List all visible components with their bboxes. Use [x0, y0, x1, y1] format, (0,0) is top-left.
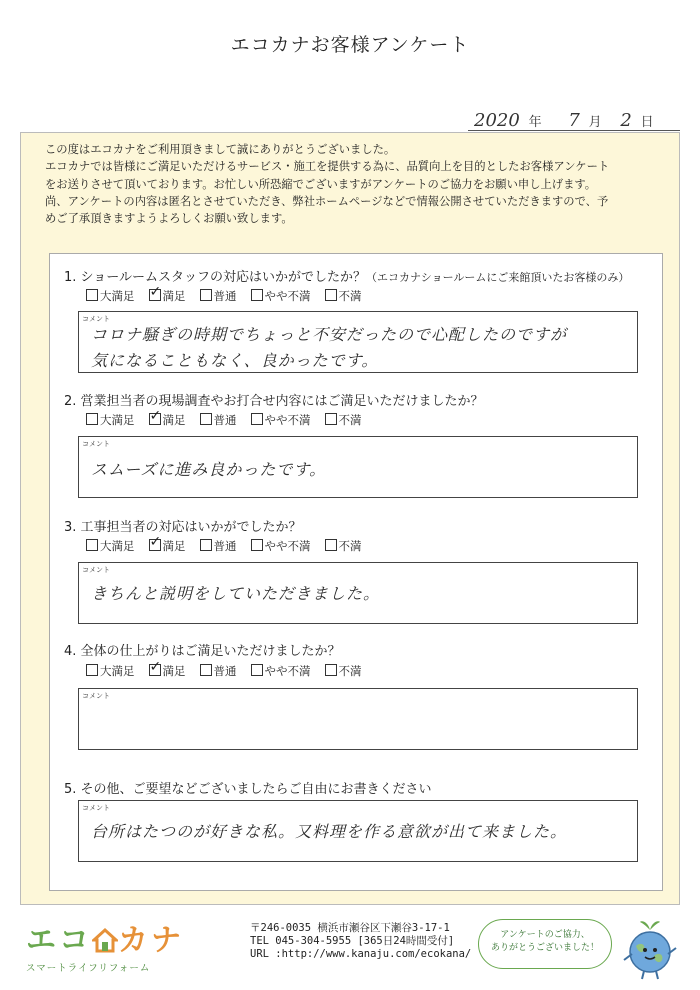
- date-month-unit: 月: [588, 115, 602, 130]
- question-title-text: 3. 工事担当者の対応はいかがでしたか？: [64, 520, 302, 535]
- rating-option-label: 大満足: [100, 413, 135, 427]
- rating-option-label: 満足: [162, 664, 186, 678]
- intro-line: この度はエコカナをご利用頂きまして誠にありがとうございました。: [45, 143, 396, 156]
- comment-box[interactable]: [78, 311, 638, 373]
- checkbox[interactable]: [200, 413, 212, 425]
- rating-option-label: 大満足: [100, 289, 135, 303]
- rating-option-label: 不満: [338, 413, 362, 427]
- survey-panel: [20, 132, 680, 905]
- handwritten-comment: きちんと説明をしていただきました。: [91, 584, 381, 603]
- rating-option[interactable]: [149, 663, 186, 679]
- earth-mascot-icon: [618, 916, 682, 982]
- rating-option-label: 不満: [338, 289, 362, 303]
- contact-tel: TEL 045-304-5955 [365日24時間受付]: [250, 935, 455, 947]
- checkbox[interactable]: [325, 289, 337, 301]
- rating-choices: [86, 412, 376, 428]
- intro-text: [45, 141, 665, 227]
- question-subtitle: （エコカナショールームにご来館頂いたお客様のみ）: [366, 271, 630, 284]
- comment-label: コメント: [82, 440, 110, 448]
- date-year: 2020: [474, 110, 520, 131]
- handwritten-comment: スムーズに進み良かったです。: [91, 460, 327, 479]
- comment-label: コメント: [82, 804, 110, 812]
- comment-label: コメント: [82, 566, 110, 574]
- contact-info: [250, 922, 471, 961]
- bubble-line: ありがとうございました！: [490, 943, 599, 953]
- date-month: 7: [568, 110, 580, 131]
- rating-option[interactable]: [200, 288, 237, 304]
- thanks-bubble: [478, 919, 612, 969]
- rating-option[interactable]: [200, 412, 237, 428]
- rating-option[interactable]: [200, 538, 237, 554]
- contact-url[interactable]: URL :http://www.kanaju.com/ecokana/: [250, 948, 472, 960]
- date-day: 2: [620, 110, 632, 131]
- rating-option[interactable]: [325, 288, 362, 304]
- date-underline: [468, 130, 680, 131]
- rating-option[interactable]: [251, 412, 311, 428]
- rating-option[interactable]: [86, 538, 135, 554]
- survey-form: [49, 253, 663, 891]
- bubble-line: アンケートのご協力、: [500, 930, 590, 940]
- handwritten-comment: コロナ騒ぎの時期でちょっと不安だったので心配したのですが: [91, 325, 568, 344]
- rating-choices: [86, 288, 376, 304]
- checkbox[interactable]: [86, 664, 98, 676]
- checkbox[interactable]: [149, 664, 161, 676]
- rating-option-label: 大満足: [100, 664, 135, 678]
- checkbox[interactable]: [86, 289, 98, 301]
- rating-option-label: やや不満: [264, 664, 311, 678]
- rating-option-label: やや不満: [264, 413, 311, 427]
- rating-option-label: やや不満: [264, 289, 311, 303]
- intro-line: 尚、アンケートの内容は匿名とさせていただき、弊社ホームページなどで情報公開させていただきますので、予: [45, 194, 609, 208]
- rating-option-label: 大満足: [100, 539, 135, 553]
- house-icon: [92, 923, 118, 958]
- rating-option-label: 普通: [213, 413, 237, 427]
- rating-option[interactable]: [149, 412, 186, 428]
- rating-choices: [86, 663, 376, 679]
- question-title: [64, 516, 302, 535]
- comment-label: コメント: [82, 315, 110, 323]
- logo-subtitle: スマートライフリフォーム: [26, 963, 151, 974]
- rating-option[interactable]: [86, 412, 135, 428]
- checkbox[interactable]: [86, 413, 98, 425]
- question-title-text: 2. 営業担当者の現場調査やお打合せ内容にはご満足いただけましたか？: [64, 394, 484, 409]
- rating-option[interactable]: [251, 288, 311, 304]
- rating-option-label: 不満: [338, 664, 362, 678]
- rating-option[interactable]: [325, 412, 362, 428]
- rating-option-label: やや不満: [264, 539, 311, 553]
- checkbox[interactable]: [251, 539, 263, 551]
- comment-box[interactable]: [78, 562, 638, 624]
- checkbox[interactable]: [251, 289, 263, 301]
- rating-option-label: 普通: [213, 664, 237, 678]
- handwritten-comment: 気になることもなく、良かったです。: [91, 351, 379, 370]
- comment-box[interactable]: [78, 688, 638, 750]
- rating-option-label: 満足: [162, 539, 186, 553]
- page-title: エコカナお客様アンケート: [230, 34, 470, 56]
- comment-box[interactable]: [78, 436, 638, 498]
- rating-option[interactable]: [200, 663, 237, 679]
- question-title-text: 4. 全体の仕上がりはご満足いただけましたか？: [64, 644, 341, 659]
- question-title: [64, 778, 432, 797]
- rating-option[interactable]: [251, 663, 311, 679]
- checkbox[interactable]: [325, 539, 337, 551]
- rating-option[interactable]: [86, 663, 135, 679]
- rating-option[interactable]: [149, 288, 186, 304]
- rating-option[interactable]: [251, 538, 311, 554]
- rating-option-label: 普通: [213, 289, 237, 303]
- checkbox[interactable]: [251, 413, 263, 425]
- rating-option[interactable]: [149, 538, 186, 554]
- question-title-text: 1. ショールームスタッフの対応はいかがでしたか？: [64, 270, 367, 285]
- checkbox[interactable]: [200, 664, 212, 676]
- checkbox[interactable]: [149, 413, 161, 425]
- date: [474, 110, 662, 131]
- intro-line: をお送りさせて頂いております。お忙しい所恐縮でございますがアンケートのご協力をお願い申し上げます。: [45, 177, 597, 191]
- intro-line: めご了承頂きますようよろしくお願い致します。: [45, 212, 293, 226]
- intro-line: エコカナでは皆様にご満足いただけるサービス・施工を提供する為に、品質向上を目的としたお客様アンケート: [45, 160, 610, 174]
- checkbox[interactable]: [149, 539, 161, 551]
- comment-box[interactable]: [78, 800, 638, 862]
- question-title-text: 5. その他、ご要望などございましたらご自由にお書きください: [64, 782, 432, 797]
- rating-option-label: 満足: [162, 413, 186, 427]
- rating-option-label: 不満: [338, 539, 362, 553]
- checkbox[interactable]: [200, 289, 212, 301]
- checkbox[interactable]: [325, 413, 337, 425]
- ecokana-logo: [26, 915, 184, 974]
- rating-option-label: 普通: [213, 539, 237, 553]
- rating-option[interactable]: [86, 288, 135, 304]
- date-day-unit: 日: [640, 115, 654, 130]
- rating-option[interactable]: [325, 663, 362, 679]
- rating-option-label: 満足: [162, 289, 186, 303]
- checkbox[interactable]: [325, 664, 337, 676]
- rating-option[interactable]: [325, 538, 362, 554]
- comment-label: コメント: [82, 692, 110, 700]
- question-title: [64, 390, 484, 409]
- question-title: [64, 640, 341, 659]
- question-title: [64, 266, 629, 285]
- checkbox[interactable]: [200, 539, 212, 551]
- date-year-unit: 年: [528, 115, 542, 130]
- logo-text: エコ カナ: [26, 923, 184, 958]
- checkbox[interactable]: [251, 664, 263, 676]
- contact-address: 〒246-0035 横浜市瀬谷区下瀬谷3-17-1: [250, 922, 450, 934]
- handwritten-comment: 台所はたつのが好きな私。又料理を作る意欲が出て来ました。: [91, 822, 568, 841]
- rating-choices: [86, 538, 376, 554]
- checkbox[interactable]: [86, 539, 98, 551]
- checkbox[interactable]: [149, 289, 161, 301]
